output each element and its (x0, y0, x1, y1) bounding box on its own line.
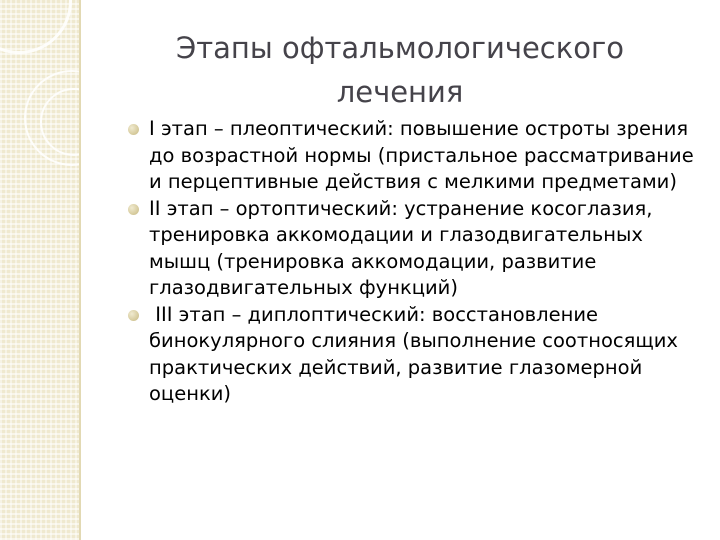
list-item-stage-3 (130, 302, 695, 408)
decorative-side-panel (0, 0, 79, 540)
list-item-stage-2 (130, 196, 695, 302)
decorative-ring (0, 0, 72, 54)
list-item-text: III этап – диплоптический: восстановление бинокулярного слияния (выполнение соотносящих практических действий, развитие глазомерной оценки) (149, 302, 685, 405)
side-panel-edge (79, 0, 81, 540)
slide-title (110, 26, 690, 114)
bullet-icon (128, 124, 139, 135)
title-line-1: Этапы офтальмологического (176, 31, 624, 65)
stage-list (130, 116, 695, 408)
title-line-2: лечения (336, 75, 464, 109)
decorative-ring (40, 88, 108, 156)
list-item-stage-1 (130, 116, 695, 196)
bullet-icon (128, 310, 139, 321)
list-item-text: II этап – ортоптический: устранение косоглазия, тренировка аккомодации и глазодвигательных мышц (тренировка аккомодации, развитие глазодвигательных функций) (149, 196, 653, 299)
list-item-text: I этап – плеоптический: повышение остроты зрения до возрастной нормы (пристальное рассматривание и перцептивные действия с мелкими предметами) (149, 117, 694, 193)
bullet-icon (128, 204, 139, 215)
